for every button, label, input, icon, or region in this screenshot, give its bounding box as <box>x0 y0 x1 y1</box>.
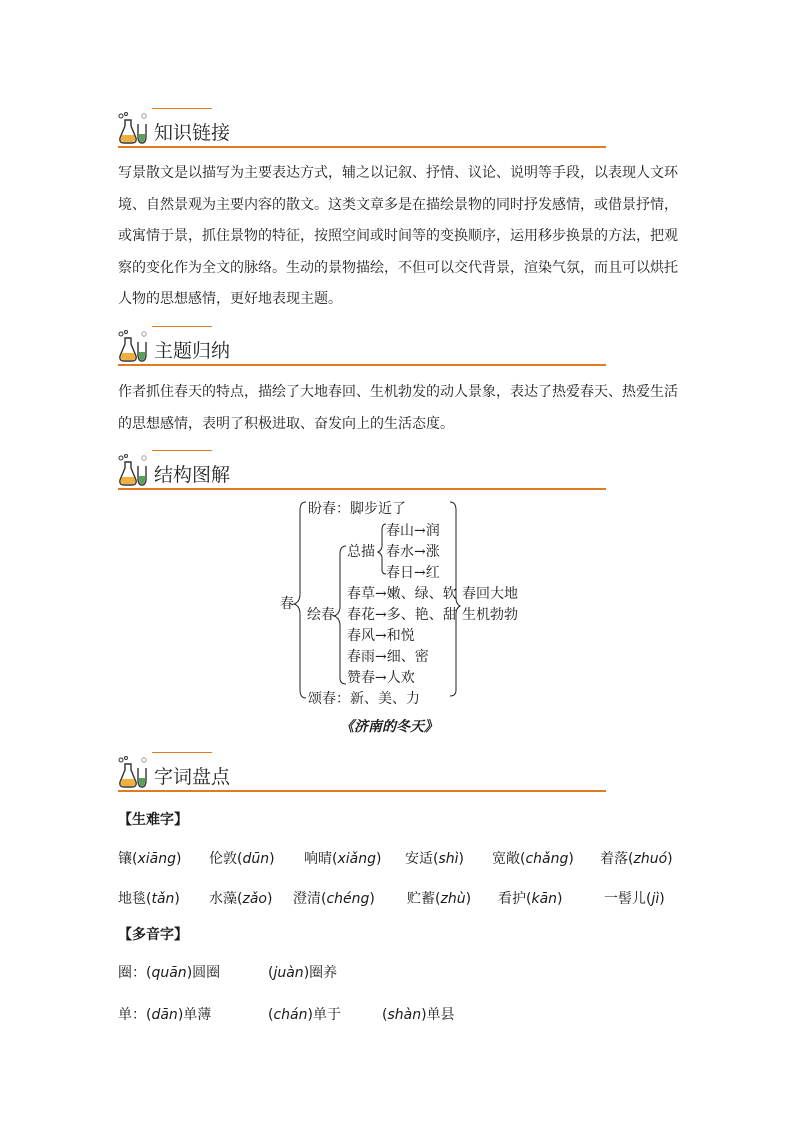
word-text: 单县 <box>426 1007 455 1023</box>
vocab-word: 贮蓄(zhù) <box>407 891 472 907</box>
vocab-word: 水藻(zǎo) <box>209 891 273 907</box>
pinyin: dān <box>151 1007 178 1023</box>
pinyin: quān <box>151 965 187 981</box>
diagram-node: 盼春：脚步近了 <box>308 501 406 517</box>
section-title: 字词盘点 <box>154 766 231 788</box>
section-header-vocab <box>118 752 606 792</box>
pinyin: shàn <box>387 1007 422 1023</box>
vocab-word: 看护(kān) <box>498 891 563 907</box>
word-text: 响晴 <box>304 851 332 867</box>
diagram-summary: 生机勃勃 <box>462 607 518 623</box>
word-text: 一髻儿 <box>604 891 646 907</box>
pinyin: jì <box>651 891 660 907</box>
flask-icon <box>118 756 150 790</box>
word-text: 贮蓄 <box>407 891 435 907</box>
structure-diagram <box>280 498 540 712</box>
word-text: 单于 <box>312 1007 341 1023</box>
polyphone-quan-b: (juàn)圈养 <box>268 965 338 981</box>
polyphone-dan-b: (chán)单于 <box>268 1007 341 1023</box>
diagram-node: 春雨→细、密 <box>347 649 429 665</box>
section-header-theme <box>118 326 606 366</box>
vocab-word: 响晴(xiǎng) <box>304 851 382 867</box>
pinyin: zhuó <box>633 851 668 867</box>
theme-paragraph <box>118 377 686 440</box>
vocab-word: 宽敞(chǎng) <box>492 851 574 867</box>
vocab-word: 镶(xiāng) <box>118 851 182 867</box>
flask-icon <box>118 112 150 146</box>
pinyin: chéng <box>326 891 370 907</box>
polyphone-dan-a: 单：(dān)单薄 <box>118 1007 212 1023</box>
text-line: 作者抓住春天的特点，描绘了大地春回、生机勃发的动人景象，表达了热爱春天、热爱生活 <box>118 384 678 400</box>
pinyin: chán <box>273 1007 308 1023</box>
diagram-caption: 《济南的冬天》 <box>340 719 438 735</box>
header-top-rule <box>152 326 212 327</box>
polyphone-char: 圈： <box>118 965 146 981</box>
section-header-knowledge <box>118 108 606 148</box>
word-text: 宽敞 <box>492 851 520 867</box>
section-title: 知识链接 <box>154 122 231 144</box>
flask-icon <box>118 454 150 488</box>
diagram-node: 绘春 <box>307 607 335 623</box>
header-top-rule <box>152 108 212 109</box>
subheading-polyphones: 【多音字】 <box>118 927 188 943</box>
word-text: 单薄 <box>183 1007 212 1023</box>
word-text: 看护 <box>498 891 526 907</box>
polyphone-dan-c: (shàn)单县 <box>382 1007 455 1023</box>
vocab-word: 安适(shì) <box>405 851 464 867</box>
pinyin: xiǎng <box>337 851 376 867</box>
word-text: 安适 <box>405 851 433 867</box>
vocab-word: 一髻儿(jì) <box>604 891 665 907</box>
text-line: 或寓情于景，抓住景物的特征，按照空间或时间等的变换顺序，运用移步换景的方法，把观 <box>118 228 678 244</box>
pinyin: zǎo <box>242 891 267 907</box>
word-text: 圈养 <box>309 965 338 981</box>
diagram-node: 颂春：新、美、力 <box>308 691 420 707</box>
word-text: 水藻 <box>209 891 237 907</box>
word-text: 地毯 <box>118 891 146 907</box>
diagram-node: 春日→红 <box>386 565 440 581</box>
pinyin: juàn <box>273 965 304 981</box>
word-text: 镶 <box>118 851 132 867</box>
diagram-node: 总描 <box>347 544 375 560</box>
header-bottom-rule <box>118 146 606 148</box>
section-title: 主题归纳 <box>154 340 231 362</box>
text-line: 察的变化作为全文的脉络。生动的景物描绘，不但可以交代背景，渲染气氛，而且可以烘托 <box>118 259 678 276</box>
word-text: 圆圈 <box>192 965 221 981</box>
diagram-root: 春 <box>280 596 294 612</box>
text-line: 写景散文是以描写为主要表达方式，辅之以记叙、抒情、议论、说明等手段，以表现人文环 <box>118 165 678 181</box>
polyphone-char: 单： <box>118 1007 146 1023</box>
pinyin: chǎng <box>525 851 569 867</box>
subheading-rare-chars: 【生难字】 <box>118 812 188 828</box>
polyphone-quan-a: 圈：(quān)圆圈 <box>118 965 221 981</box>
text-line: 人物的思想感情，更好地表现主题。 <box>118 291 342 307</box>
word-text: 伦敦 <box>209 851 237 867</box>
diagram-node: 春花→多、艳、甜 <box>347 607 457 623</box>
header-bottom-rule <box>118 488 606 490</box>
vocab-word: 伦敦(dūn) <box>209 851 275 867</box>
vocab-word: 着落(zhuó) <box>600 851 673 867</box>
text-line: 的思想感情，表明了积极进取、奋发向上的生活态度。 <box>118 415 454 432</box>
diagram-node: 赞春→人欢 <box>347 670 415 686</box>
header-bottom-rule <box>118 364 606 366</box>
vocab-word: 地毯(tǎn) <box>118 891 180 907</box>
pinyin: tǎn <box>151 891 175 907</box>
knowledge-paragraph <box>118 158 686 316</box>
vocab-word: 澄清(chéng) <box>293 891 375 907</box>
pinyin: xiāng <box>137 851 176 867</box>
pinyin: shì <box>438 851 459 867</box>
word-text: 着落 <box>600 851 628 867</box>
diagram-node: 春水→涨 <box>386 544 440 560</box>
text-line: 境、自然景观为主要内容的散文。这类文章多是在描绘景物的同时抒发感情，或借景抒情， <box>118 196 678 213</box>
section-title: 结构图解 <box>154 464 231 486</box>
diagram-node: 春风→和悦 <box>347 628 415 644</box>
diagram-node: 春草→嫩、绿、软 <box>347 586 457 602</box>
header-top-rule <box>152 450 212 451</box>
pinyin: zhù <box>440 891 466 907</box>
diagram-summary: 春回大地 <box>462 586 518 602</box>
header-bottom-rule <box>118 790 606 792</box>
word-text: 澄清 <box>293 891 321 907</box>
section-header-structure <box>118 450 606 490</box>
flask-icon <box>118 330 150 364</box>
diagram-node: 春山→润 <box>386 523 440 539</box>
pinyin: kān <box>531 891 558 907</box>
pinyin: dūn <box>242 851 270 867</box>
header-top-rule <box>152 752 212 753</box>
